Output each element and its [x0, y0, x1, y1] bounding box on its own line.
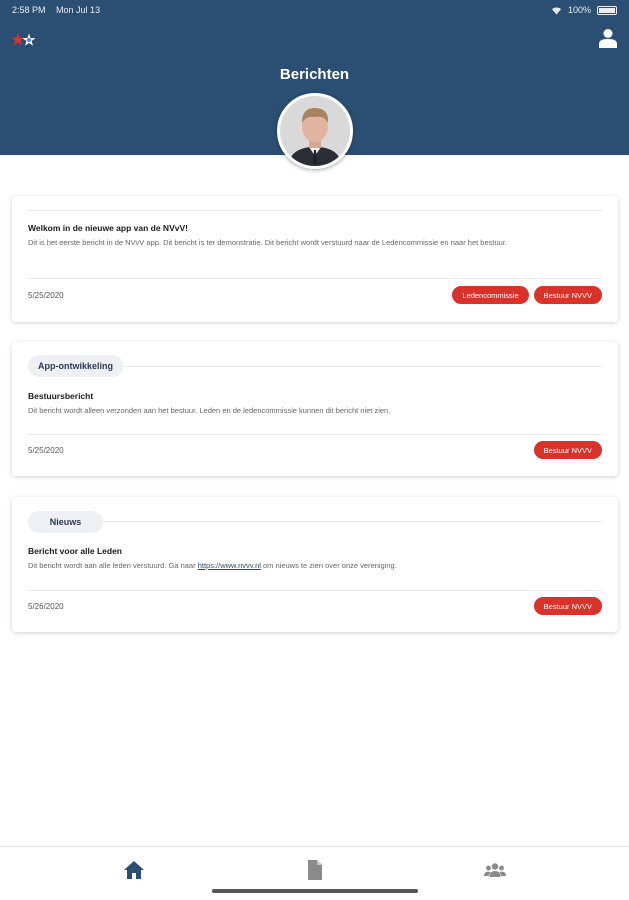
message-date: 5/25/2020	[28, 446, 64, 455]
page-title: Berichten	[279, 66, 350, 83]
card-divider	[28, 278, 602, 279]
user-icon[interactable]	[599, 28, 617, 48]
profile-photo	[280, 96, 350, 166]
status-date: Mon Jul 13	[56, 5, 101, 15]
battery-icon	[597, 6, 617, 15]
home-indicator[interactable]	[212, 889, 418, 893]
message-body-text: Dit bericht wordt aan alle leden verstuurd. Ga naar	[28, 561, 198, 570]
message-body-text: om nieuws te zien over onze vereniging.	[260, 561, 397, 570]
nvvv-logo	[12, 32, 38, 48]
recipient-tags	[534, 597, 602, 615]
tag-ledencommissie[interactable]: Ledencommissie	[452, 286, 528, 304]
message-body	[28, 560, 598, 572]
website-link[interactable]: https://www.nvvv.nl	[197, 561, 261, 570]
card-divider	[28, 590, 602, 591]
card-divider	[28, 434, 602, 435]
card-top-divider	[28, 521, 602, 522]
battery-level: 100%	[567, 5, 591, 15]
group-icon[interactable]	[484, 859, 506, 881]
home-icon[interactable]	[123, 859, 145, 881]
message-body: Dit bericht wordt alleen verzonden aan het bestuur. Leden en de ledencommissie kunnen dit bericht niet zien.	[28, 406, 391, 415]
message-title: Bestuursbericht	[28, 391, 94, 401]
category-badge: Nieuws	[28, 511, 103, 533]
message-date: 5/26/2020	[28, 602, 64, 611]
message-body: Dit is het eerste bericht in de NVvV app. Dit bericht is ter demonstratie. Dit bericht wordt verstuurd naar de Ledencommissie en naar het bestuur.	[28, 238, 507, 247]
wifi-icon	[551, 6, 562, 15]
message-title: Bericht voor alle Leden	[28, 546, 122, 556]
status-bar	[12, 3, 617, 17]
recipient-tags	[534, 441, 602, 459]
message-card[interactable]	[12, 497, 618, 632]
message-card[interactable]	[12, 196, 618, 322]
tag-bestuur[interactable]: Bestuur NVVV	[534, 286, 602, 304]
message-date: 5/25/2020	[28, 291, 64, 300]
tag-bestuur[interactable]: Bestuur NVVV	[534, 597, 602, 615]
card-top-divider	[28, 210, 602, 211]
status-time: 2:58 PM	[12, 5, 46, 15]
message-title: Welkom in de nieuwe app van de NVvV!	[28, 223, 188, 233]
category-badge: App-ontwikkeling	[28, 355, 123, 377]
avatar[interactable]	[277, 93, 353, 169]
message-card[interactable]	[12, 342, 618, 476]
recipient-tags	[452, 286, 602, 304]
document-icon[interactable]	[304, 859, 326, 881]
tag-bestuur[interactable]: Bestuur NVVV	[534, 441, 602, 459]
